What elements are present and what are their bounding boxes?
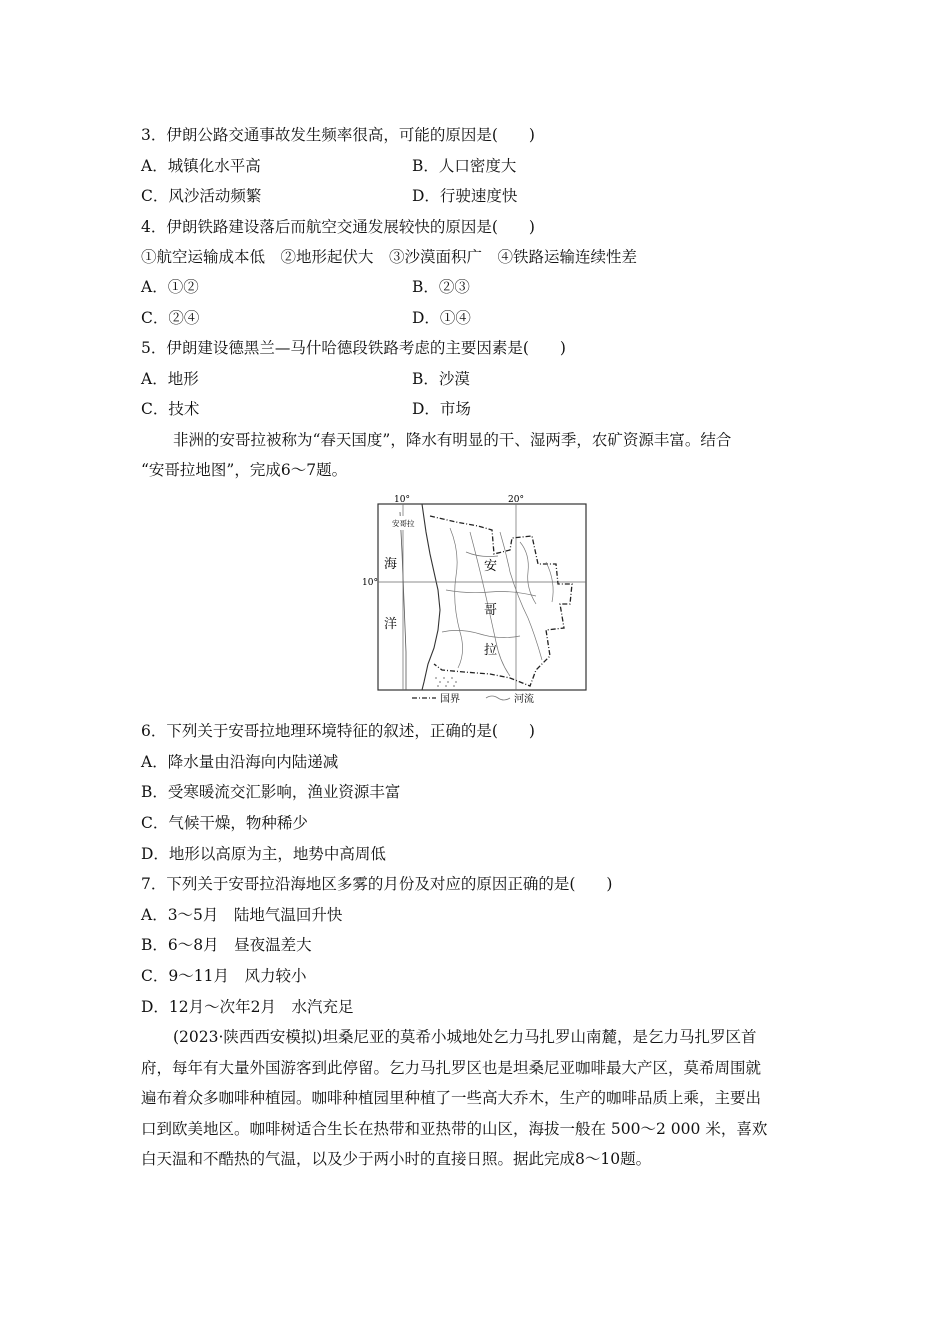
- q6-option-a: A．降水量由沿海向内陆递减: [141, 753, 339, 771]
- q5-option-b: B．沙漠: [412, 370, 470, 388]
- intro-angola-line2: “安哥拉地图”，完成6～7题。: [141, 461, 348, 479]
- map-ocean-label-1: 海: [384, 557, 398, 572]
- q5-stem: 5．伊朗建设德黑兰—马什哈德段铁路考虑的主要因素是( ): [141, 339, 566, 357]
- q7-option-a: A．3～5月 陆地气温回升快: [141, 906, 343, 924]
- q6-option-d: D．地形以高原为主，地势中高周低: [141, 845, 386, 863]
- q4-stem: 4．伊朗铁路建设落后而航空交通发展较快的原因是( ): [141, 218, 535, 236]
- q3-option-b: B．人口密度大: [412, 157, 517, 175]
- intro-tanzania-line2: 府，每年有大量外国游客到此停留。乞力马扎罗区也是坦桑尼亚咖啡最大产区，莫希周围就: [141, 1059, 762, 1077]
- intro-angola-line1: 非洲的安哥拉被称为“春天国度”，降水有明显的干、湿两季，农矿资源丰富。结合: [173, 431, 732, 449]
- intro-tanzania-line4: 口到欧美地区。咖啡树适合生长在热带和亚热带的山区，海拔一般在 500～2 000 米，喜欢: [141, 1120, 768, 1138]
- legend-river-label: 河流: [514, 694, 534, 705]
- q3-stem: 3．伊朗公路交通事故发生频率很高，可能的原因是( ): [141, 126, 535, 144]
- intro-tanzania-line5: 白天温和不酷热的气温，以及少于两小时的直接日照。据此完成8～10题。: [141, 1150, 652, 1168]
- q4-option-b: B．②③: [412, 278, 470, 296]
- map-lon-20: 20°: [508, 495, 524, 505]
- q7-option-b: B．6～8月 昼夜温差大: [141, 936, 312, 954]
- q3-option-c: C．风沙活动频繁: [141, 187, 262, 205]
- map-lon-10: 10°: [394, 495, 410, 505]
- map-country-label-2: 哥: [484, 603, 498, 618]
- q5-option-d: D．市场: [412, 400, 471, 418]
- intro-tanzania-line3: 遍布着众多咖啡种植园。咖啡种植园里种植了一些高大乔木，生产的咖啡品质上乘，主要出: [141, 1089, 762, 1107]
- q4-option-a: A．①②: [141, 278, 199, 296]
- q3-option-a: A．城镇化水平高: [141, 157, 261, 175]
- q7-option-d: D．12月～次年2月 水汽充足: [141, 998, 354, 1016]
- q4-option-d: D．①④: [412, 309, 471, 327]
- q6-option-c: C．气候干燥，物种稀少: [141, 814, 308, 832]
- q6-option-b: B．受寒暖流交汇影响，渔业资源丰富: [141, 783, 401, 801]
- intro-tanzania-line1: (2023·陕西西安模拟)坦桑尼亚的莫希小城地处乞力马扎罗山南麓，是乞力马扎罗区首: [173, 1028, 757, 1046]
- map-inset-label: 安哥拉: [392, 519, 415, 528]
- q7-option-c: C．9～11月 风力较小: [141, 967, 307, 985]
- q3-option-d: D．行驶速度快: [412, 187, 518, 205]
- q4-items: ①航空运输成本低 ②地形起伏大 ③沙漠面积广 ④铁路运输连续性差: [141, 248, 638, 266]
- legend-border-label: 国界: [440, 694, 460, 705]
- q4-option-c: C．②④: [141, 309, 200, 327]
- q5-option-c: C．技术: [141, 400, 200, 418]
- map-country-label-1: 安: [484, 559, 498, 574]
- legend-river-symbol: [486, 696, 510, 700]
- angola-map: [360, 492, 592, 708]
- map-lat-10: 10°: [362, 578, 378, 588]
- map-frame: [378, 504, 586, 690]
- q6-stem: 6．下列关于安哥拉地理环境特征的叙述，正确的是( ): [141, 722, 535, 740]
- q5-option-a: A．地形: [141, 370, 199, 388]
- map-ocean-label-2: 洋: [384, 617, 398, 632]
- map-country-label-3: 拉: [484, 643, 498, 658]
- q7-stem: 7．下列关于安哥拉沿海地区多雾的月份及对应的原因正确的是( ): [141, 875, 613, 893]
